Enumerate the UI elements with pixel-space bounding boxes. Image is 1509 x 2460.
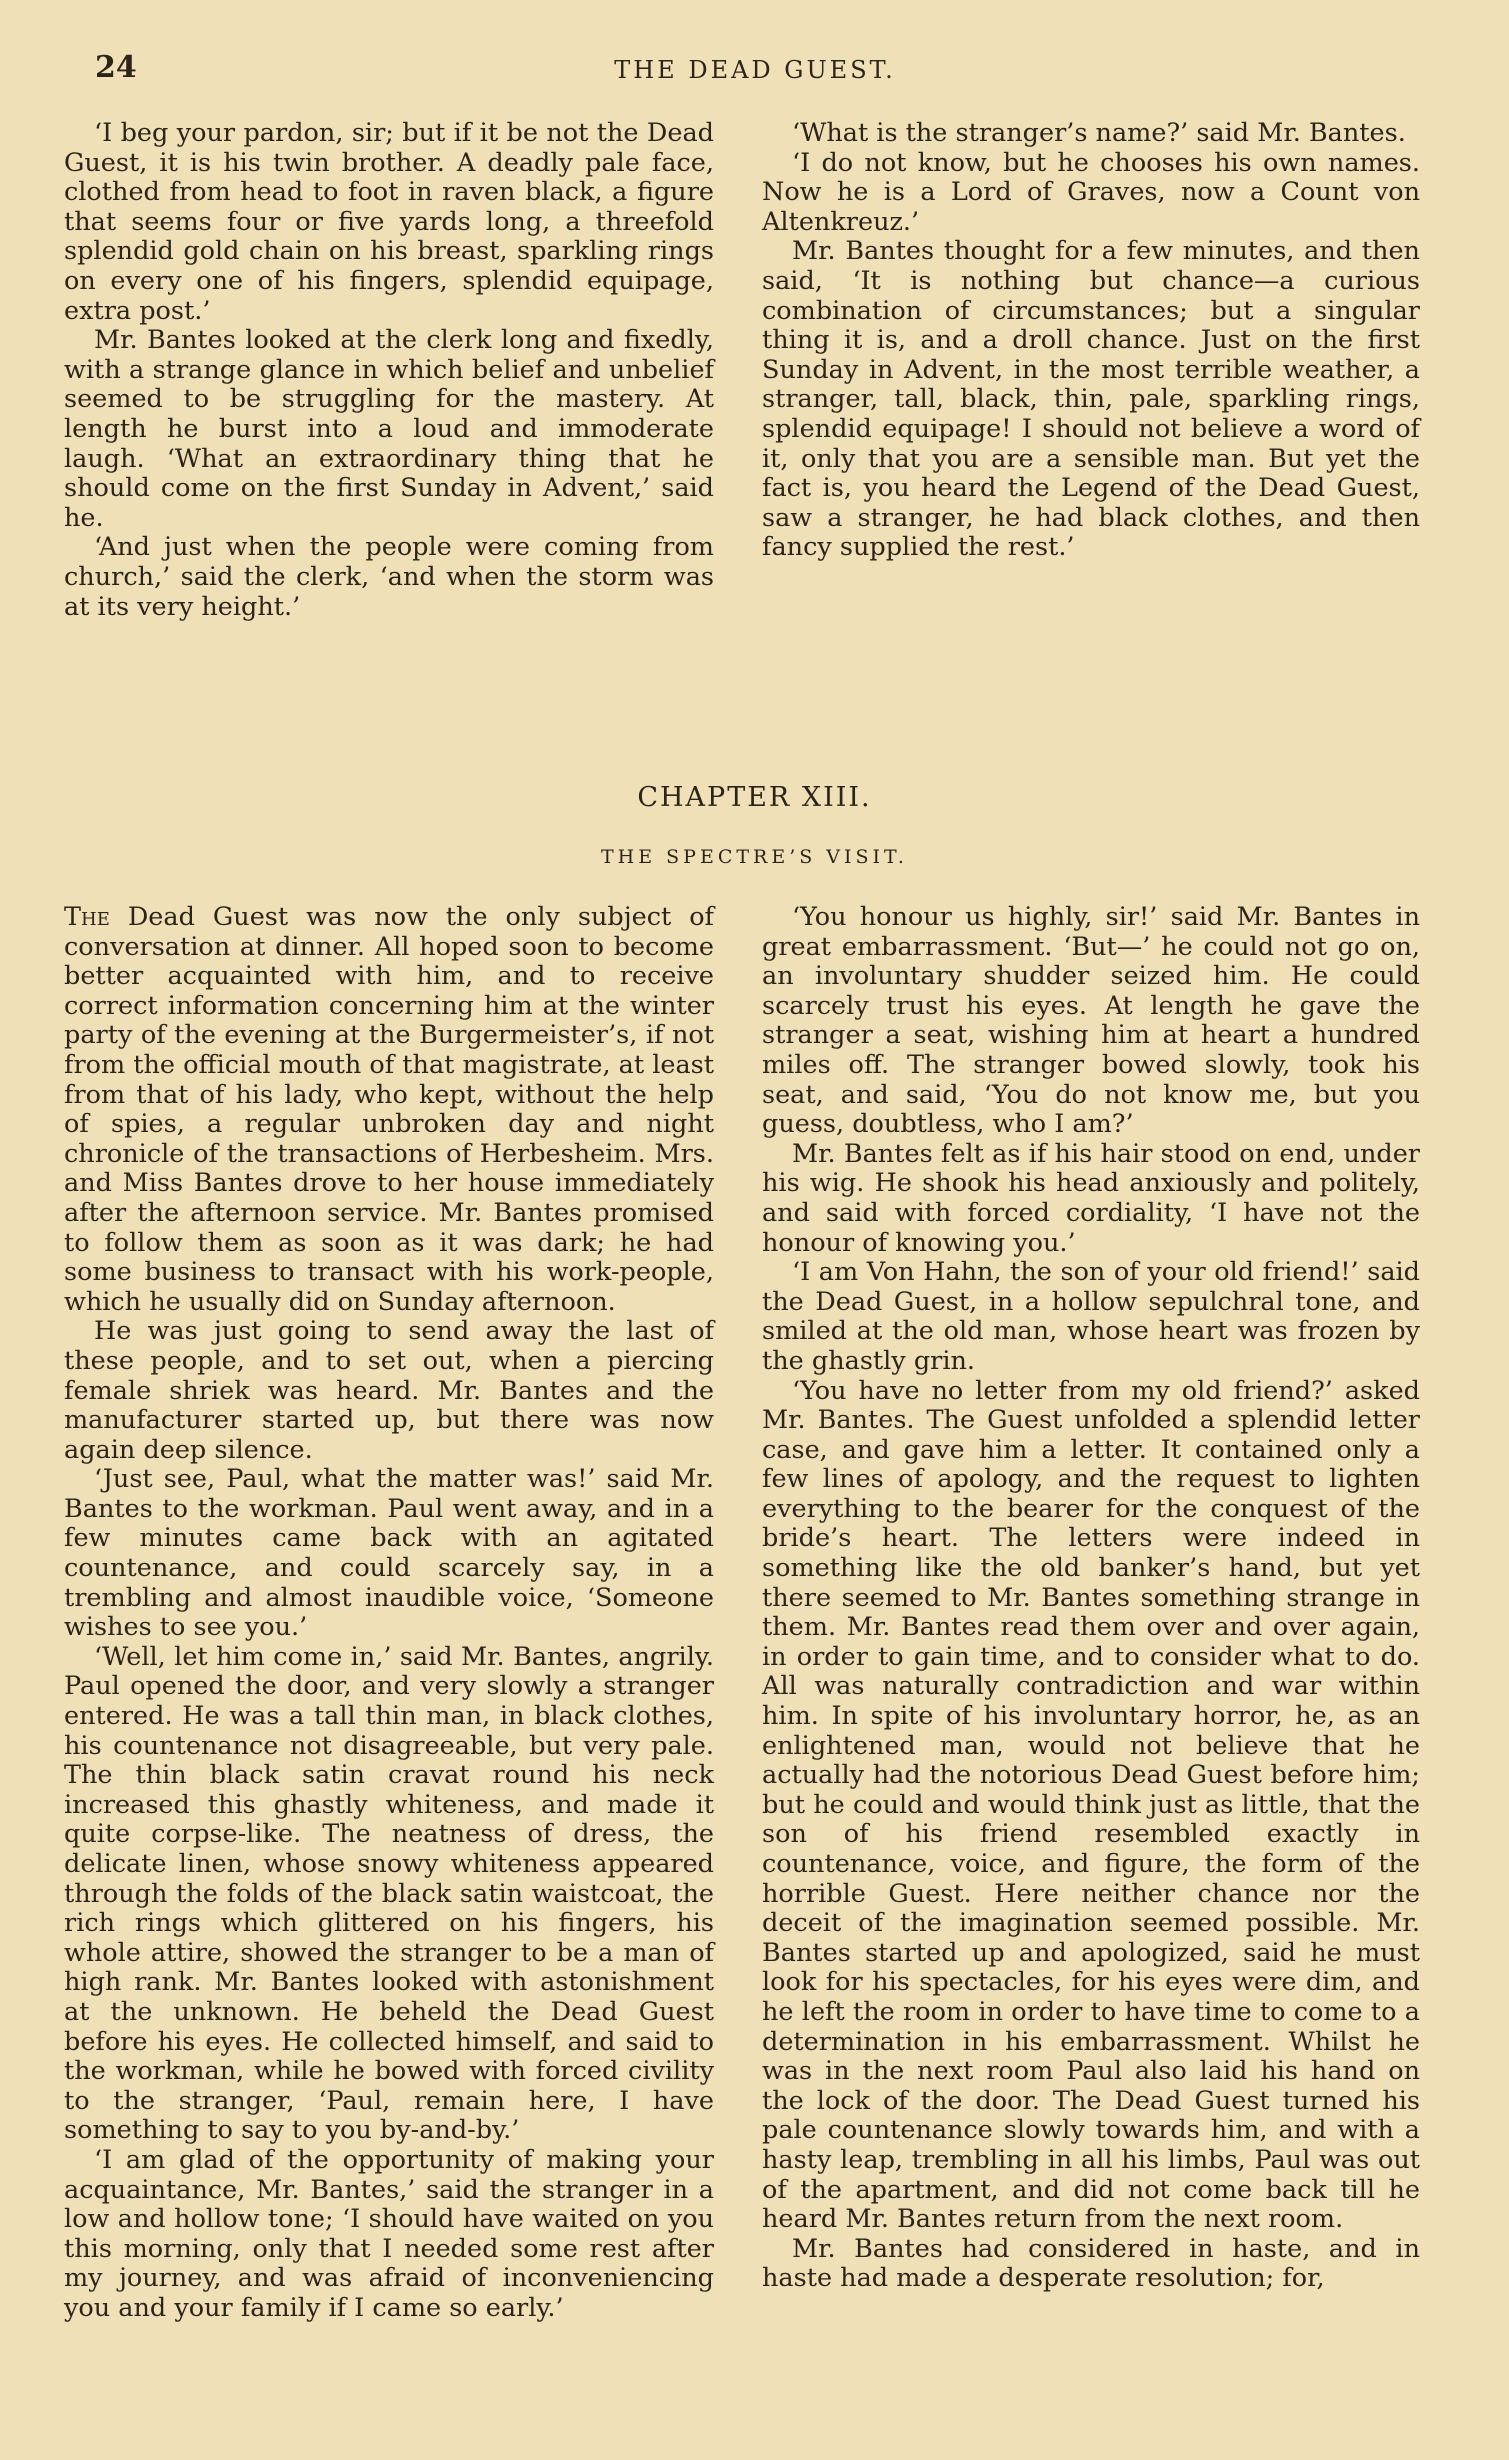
bottom-left-column bbox=[64, 903, 714, 2324]
bottom-right-column bbox=[762, 903, 1420, 2294]
paragraph: Mr. Bantes thought for a few minutes, and then said, ‘It is nothing but chance—a curious combination of circumstances; but a singular thing it is, and a droll chance. Just on the first Sunday in Advent, in the most terrible weather, a stranger, tall, black, thin, pale, sparkling rings, splendid equipage! I should not believe a word of it, only that you are a sensible man. But yet the fact is, you heard the Legend of the Dead Guest, saw a stranger, he had black clothes, and then fancy supplied the rest.’ bbox=[762, 236, 1420, 563]
paragraph: Mr. Bantes felt as if his hair stood on end, under his wig. He shook his head anxiously and politely, and said with forced cordiality, ‘I have not the honour of knowing you.’ bbox=[762, 1138, 1420, 1258]
paragraph: ‘And just when the people were coming from church,’ said the clerk, ‘and when the storm was at its very height.’ bbox=[64, 532, 714, 622]
page-number: 24 bbox=[95, 50, 137, 85]
opening-paragraph bbox=[64, 903, 714, 1317]
paragraph: ‘Well, let him come in,’ said Mr. Bantes, angrily. Paul opened the door, and very slowly a stranger entered. He was a tall thin man, in black clothes, his countenance not disagreeable, but very pale. The thin black satin cravat round his neck increased this ghastly whiteness, and made it quite corpse-like. The neatness of dress, the delicate linen, whose snowy whiteness appeared through the folds of the black satin waistcoat, the rich rings which glittered on his fingers, his whole attire, showed the stranger to be a man of high rank. Mr. Bantes looked with astonishment at the unknown. He beheld the Dead Guest before his eyes. He collected himself, and said to the workman, while he bowed with forced civility to the stranger, ‘Paul, remain here, I have something to say to you by-and-by.’ bbox=[64, 1641, 714, 2146]
running-title: THE DEAD GUEST. bbox=[614, 56, 896, 84]
chapter-heading: CHAPTER XIII. bbox=[637, 782, 872, 813]
paragraph: ‘I beg your pardon, sir; but if it be not the Dead Guest, it is his twin brother. A deadly pale face, clothed from head to foot in raven black, a figure that seems four or five yards long, a threefold splendid gold chain on his breast, sparkling rings on every one of his fingers, splendid equipage, extra post.’ bbox=[64, 118, 714, 326]
top-left-column bbox=[64, 119, 714, 622]
paragraph: ‘Just see, Paul, what the matter was!’ said Mr. Bantes to the workman. Paul went away, and in a few minutes came back with an agitated countenance, and could scarcely say, in a trembling and almost inaudible voice, ‘Someone wishes to see you.’ bbox=[64, 1464, 714, 1643]
page-header bbox=[95, 50, 1415, 90]
paragraph: ‘You honour us highly, sir!’ said Mr. Bantes in great embarrassment. ‘But—’ he could not go on, an involuntary shudder seized him. He could scarcely trust his eyes. At length he gave the stranger a seat, wishing him at heart a hundred miles off. The stranger bowed slowly, took his seat, and said, ‘You do not know me, but you guess, doubtless, who I am?’ bbox=[762, 902, 1420, 1140]
top-right-column bbox=[762, 119, 1420, 563]
paragraph: ‘What is the stranger’s name?’ said Mr. Bantes. bbox=[792, 118, 1406, 148]
paragraph: Mr. Bantes looked at the clerk long and fixedly, with a strange glance in which belief and unbelief seemed to be struggling for the mastery. At length he burst into a loud and immoderate laugh. ‘What an extraordinary thing that he should come on the first Sunday in Advent,’ said he. bbox=[64, 325, 714, 533]
paragraph: Mr. Bantes had considered in haste, and in haste had made a desperate resolution; for, bbox=[762, 2233, 1420, 2294]
chapter-subtitle: THE SPECTRE’S VISIT. bbox=[601, 846, 908, 868]
paragraph: ‘You have no letter from my old friend?’ asked Mr. Bantes. The Guest unfolded a splendid letter case, and gave him a letter. It contained only a few lines of apology, and the request to lighten everything to the bearer for the conquest of the bride’s heart. The letters were indeed in something like the old banker’s hand, but yet there seemed to Mr. Bantes something strange in them. Mr. Bantes read them over and over again, in order to gain time, and to consider what to do. All was naturally contradiction and war within him. In spite of his involuntary horror, he, as an enlightened man, would not believe that he actually had the notorious Dead Guest before him; but he could and would think just as little, that the son of his friend resembled exactly in countenance, voice, and figure, the form of the horrible Guest. Here neither chance nor the deceit of the imagination seemed possible. Mr. Bantes started up and apologized, said he must look for his spectacles, for his eyes were dim, and he left the room in order to have time to come to a determination in his embarrassment. Whilst he was in the next room Paul also laid his hand on the lock of the door. The Dead Guest turned his pale countenance slowly towards him, and with a hasty leap, trembling in all his limbs, Paul was out of the apartment, and did not come back till he heard Mr. Bantes return from the next room. bbox=[762, 1375, 1420, 2235]
paragraph: ‘I do not know, but he chooses his own names. Now he is a Lord of Graves, now a Count von Altenkreuz.’ bbox=[762, 147, 1420, 237]
paragraph: ‘I am glad of the opportunity of making your acquaintance, Mr. Bantes,’ said the stranger in a low and hollow tone; ‘I should have waited on you this morning, only that I needed some rest after my journey, and was afraid of inconveniencing you and your family if I came so early.’ bbox=[64, 2144, 714, 2323]
paragraph: ‘I am Von Hahn, the son of your old friend!’ said the Dead Guest, in a hollow sepulchral tone, and smiled at the old man, whose heart was frozen by the ghastly grin. bbox=[762, 1257, 1420, 1376]
lead-word: The bbox=[64, 902, 110, 932]
opening-paragraph-text: Dead Guest was now the only subject of conversation at dinner. All hoped soon to become better acquainted with him, and to receive correct information concerning him at the winter party of the evening at the Burgermeister’s, if not from the official mouth of that magistrate, at least from that of his lady, who kept, without the help of spies, a regular unbroken day and night chronicle of the transactions of Herbesheim. Mrs. and Miss Bantes drove to her house immediately after the afternoon service. Mr. Bantes promised to follow them as soon as it was dark; he had some business to transact with his work-people, which he usually did on Sunday afternoon. bbox=[64, 902, 714, 1317]
paragraph: He was just going to send away the last of these people, and to set out, when a piercing female shriek was heard. Mr. Bantes and the manufacturer started up, but there was now again deep silence. bbox=[64, 1316, 714, 1465]
